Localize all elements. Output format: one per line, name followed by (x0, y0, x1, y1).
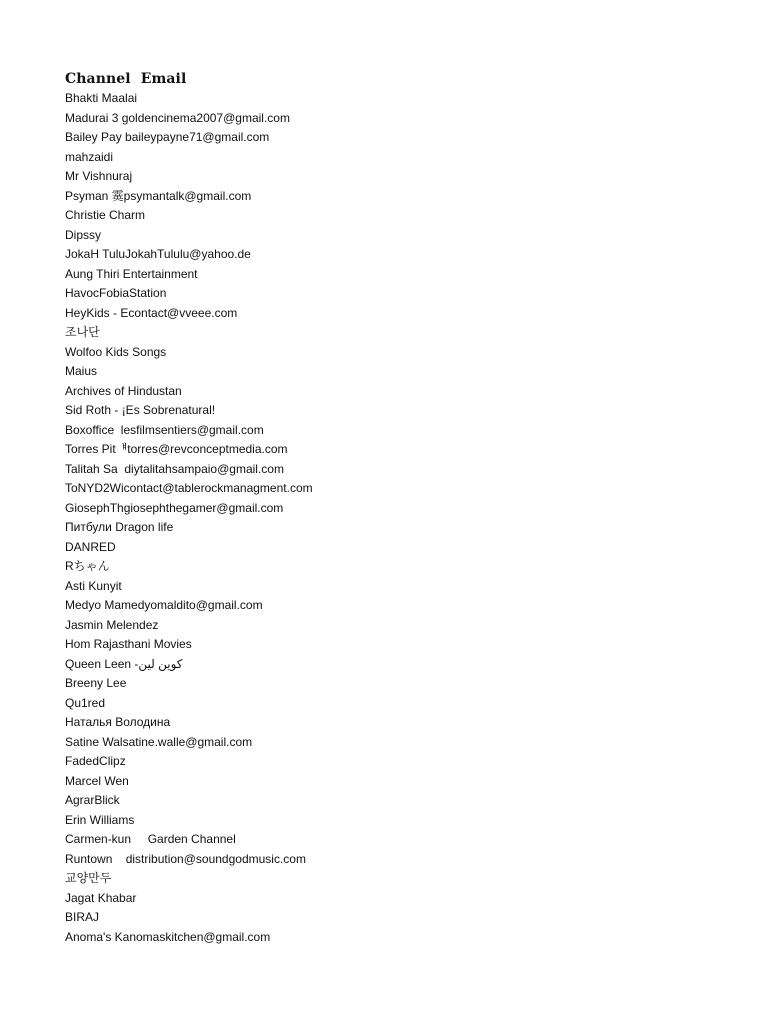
list-item: Dipssy (65, 227, 102, 242)
list-item: mahzaidi (65, 149, 114, 164)
list-item: Wolfoo Kids Songs (65, 344, 167, 359)
list-item: FadedClipz (65, 754, 126, 768)
channel-column-header: Channel (65, 71, 131, 87)
list-item: Asti Kunyit (65, 578, 122, 593)
list-item: Aung Thiri Entertainment (65, 266, 198, 281)
list-item: Madurai 3 goldencinema2007@gmail.com (65, 110, 290, 125)
list-item: 교양만두 (65, 871, 112, 885)
list-item: Archives of Hindustan (65, 383, 182, 398)
list-item: JokaH TuluJokahTululu@yahoo.de (65, 247, 251, 261)
list-item: BIRAJ (65, 910, 100, 924)
list-item: Mr Vishnuraj (65, 169, 133, 183)
list-item: Runtown distribution@soundgodmusic.com (65, 851, 306, 866)
list-item: Наталья Володина (65, 715, 171, 729)
list-item: Bailey Pay baileypayne71@gmail.com (65, 130, 270, 144)
list-item: Queen Leen -كوين لين (65, 656, 183, 671)
list-item: Marcel Wen (65, 773, 129, 788)
list-item: Satine Walsatine.walle@gmail.com (65, 734, 253, 749)
list-item: Qu1red (65, 695, 106, 710)
list-item: Jagat Khabar (65, 890, 137, 905)
list-item: HavocFobiaStation (65, 286, 167, 300)
email-column-header: Email (140, 71, 187, 87)
list-item: Boxoffice lesfilmsentiers@gmail.com (65, 422, 264, 437)
list-item: Erin Williams (65, 812, 135, 827)
list-item: 조나단 (65, 325, 100, 339)
list-item: Jasmin Melendez (65, 617, 159, 632)
list-item: Hom Rajasthani Movies (65, 637, 192, 651)
list-item: Maius (65, 364, 98, 378)
list-item: Rちゃん (65, 559, 110, 573)
list-item: GiosephThgiosephthegamer@gmail.com (65, 500, 284, 515)
list-item: Talitah Sa diytalitahsampaio@gmail.com (65, 461, 284, 476)
list-item: Bhakti Maalai (65, 91, 138, 105)
list-item: AgrarBlick (65, 793, 120, 807)
list-item: Christie Charm (65, 208, 146, 222)
list-item: Carmen-kun Garden Channel (65, 832, 236, 846)
channel-email-list (65, 89, 745, 947)
list-item: Breeny Lee (65, 676, 127, 690)
list-item: ToNYD2Wicontact@tablerockmanagment.com (65, 481, 313, 495)
list-item: HeyKids - Econtact@vveee.com (65, 305, 238, 320)
list-item: Psyman 霙psymantalk@gmail.com (65, 188, 252, 203)
list-item: Sid Roth - ¡Es Sobrenatural! (65, 403, 216, 417)
list-item: Torres Pitᅤtorres@revconceptmedia.com (65, 442, 288, 456)
list-item: Питбули Dragon life (65, 520, 174, 534)
table-header (65, 69, 186, 89)
list-item: Anoma's Kanomaskitchen@gmail.com (65, 929, 271, 944)
list-item: Medyo Mamedyomaldito@gmail.com (65, 598, 263, 612)
list-item: DANRED (65, 539, 116, 554)
